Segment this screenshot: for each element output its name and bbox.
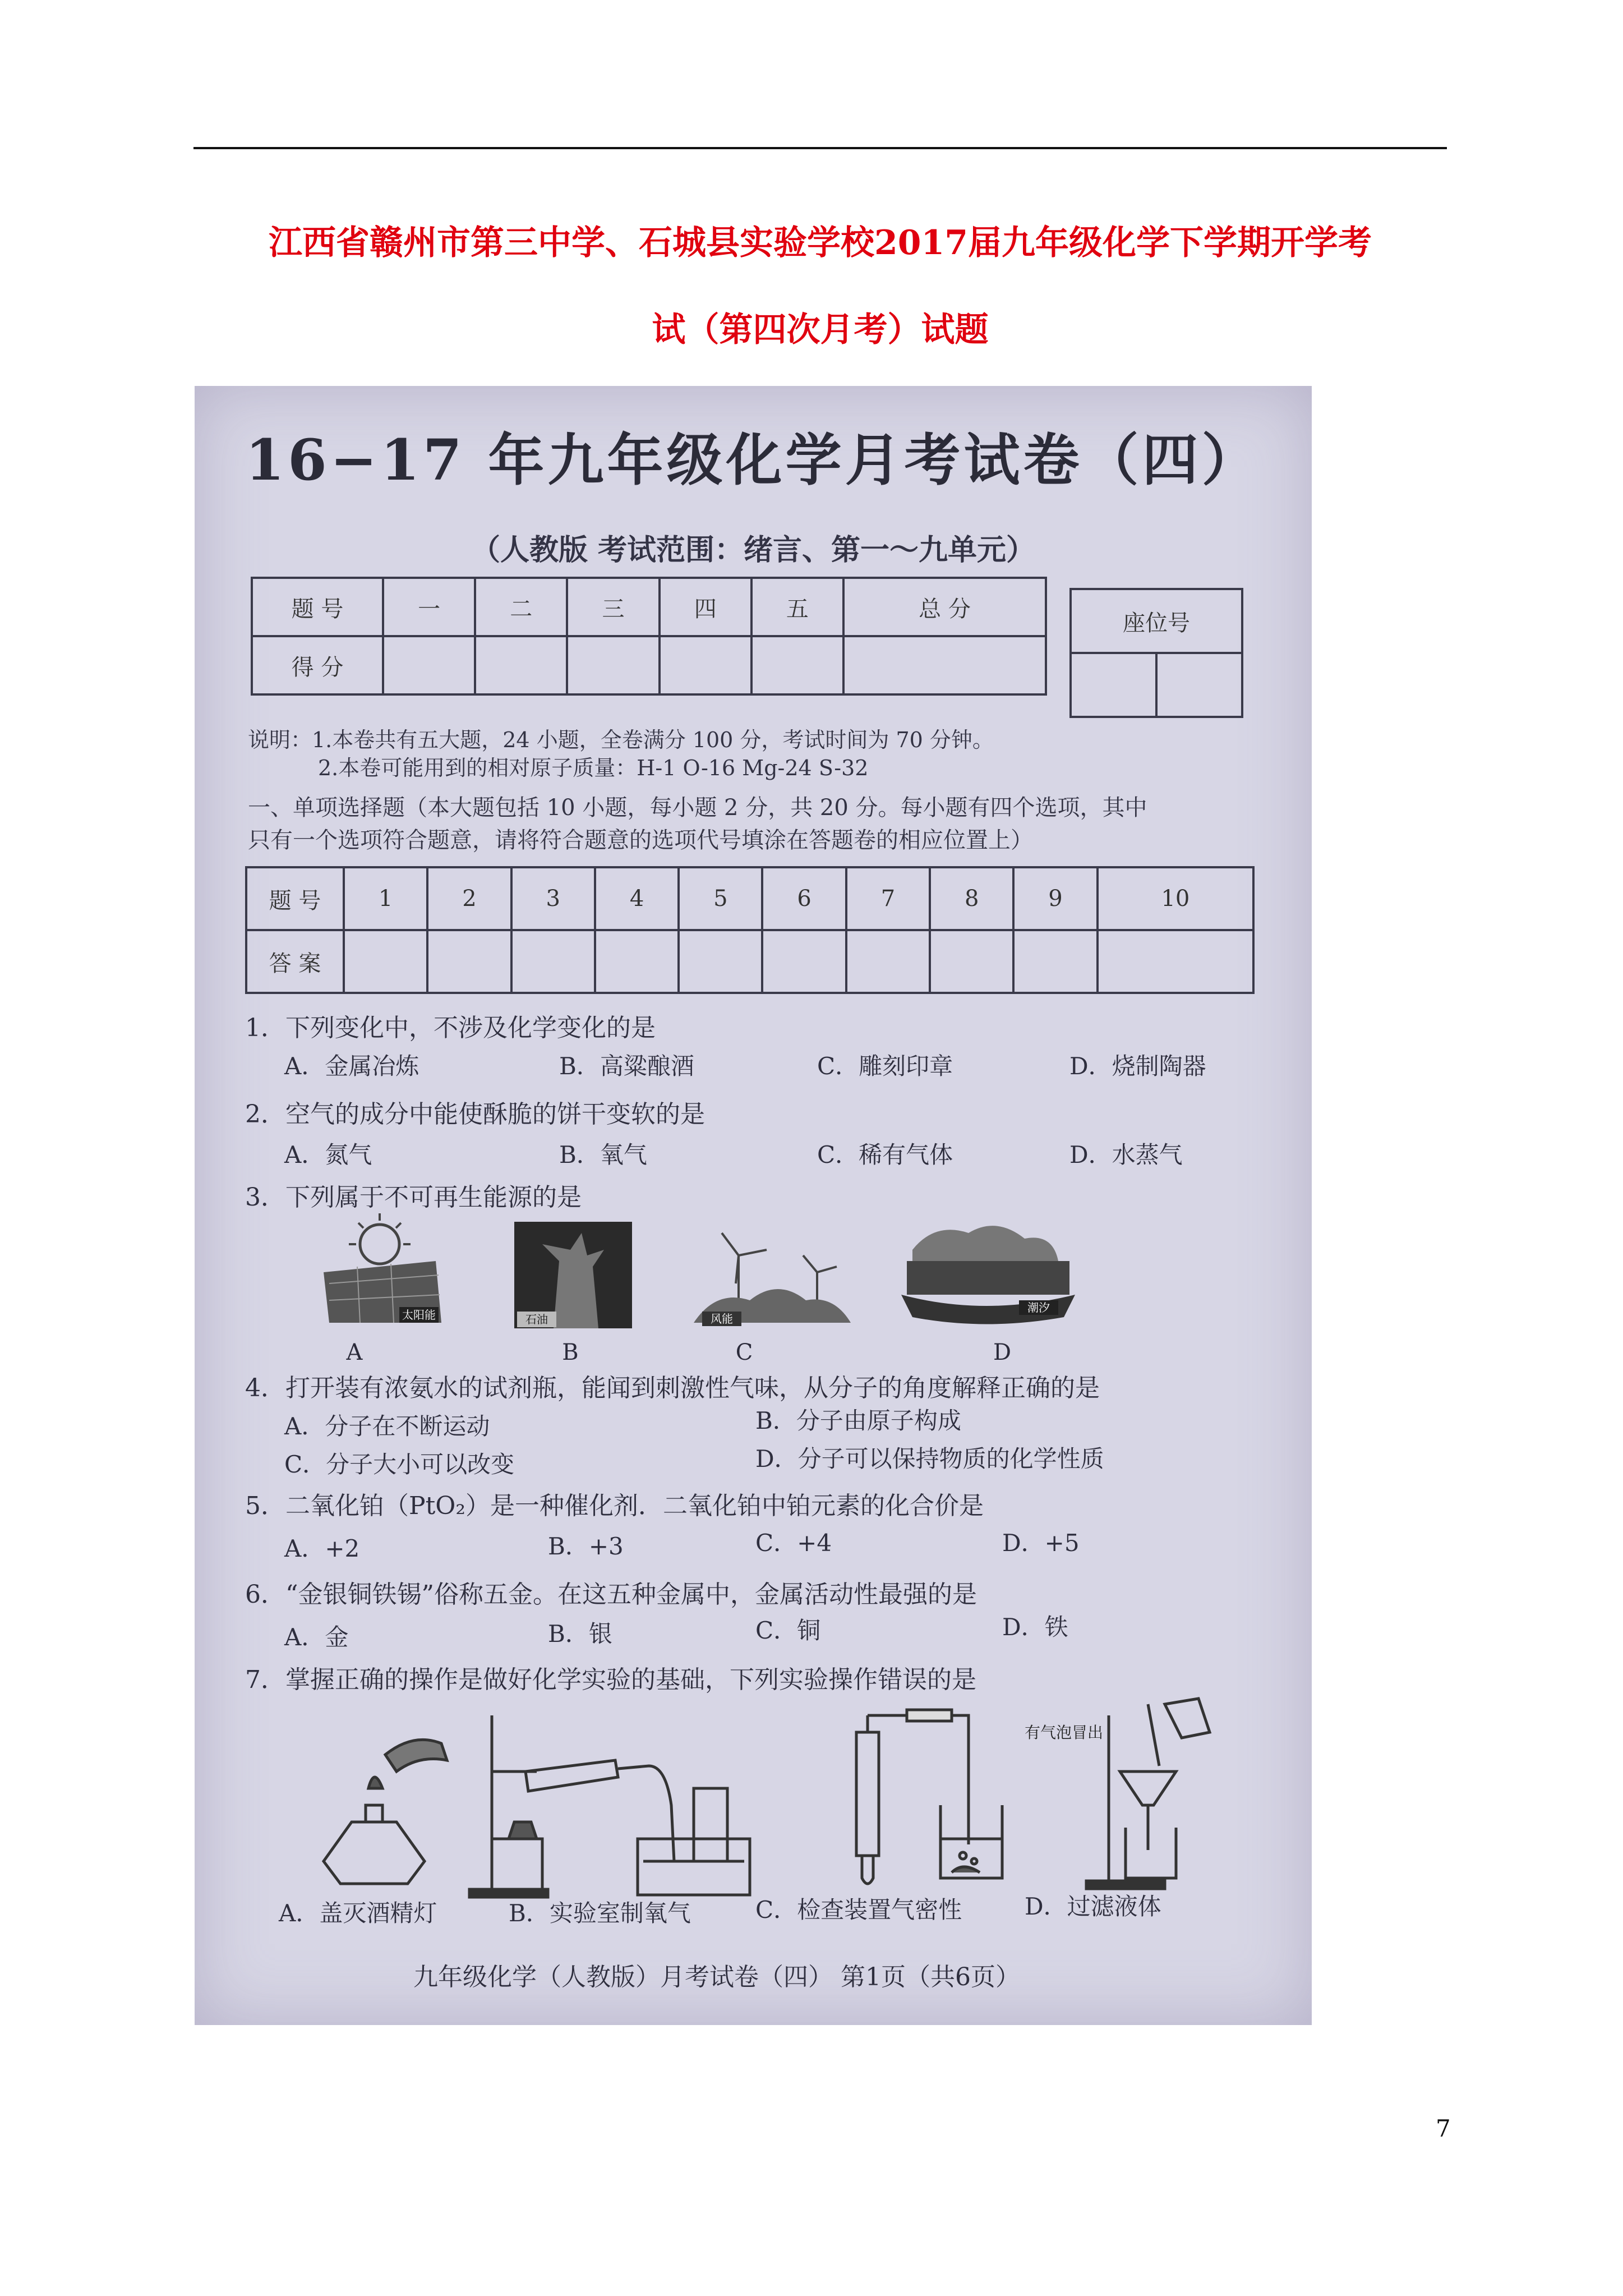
seat-cell (1071, 653, 1156, 717)
oil-label: 石油 (525, 1313, 548, 1326)
seat-number-table (1069, 588, 1243, 718)
airtightness-check-image (856, 1710, 1002, 1884)
document-title-line1: 江西省赣州市第三中学、石城县实验学校2017届九年级化学下学期开学考 (269, 223, 1372, 263)
score-cell (383, 636, 475, 694)
scanned-exam-photo (195, 386, 1312, 2025)
answer-col-1: 1 (344, 867, 427, 930)
exam-subtitle: （人教版 考试范围：绪言、第一～九单元） (471, 533, 1036, 567)
question-3-option-b: B (562, 1340, 579, 1365)
answer-cell (595, 930, 679, 993)
answer-col-8: 8 (930, 867, 1013, 930)
answer-col-7: 7 (846, 867, 930, 930)
score-col-3: 三 (567, 578, 659, 636)
question-7-images (301, 1693, 1288, 1917)
wind-energy-image (694, 1233, 851, 1326)
oxygen-preparation-image (469, 1715, 750, 1897)
question-4-option-c: C．分子大小可以改变 (284, 1451, 515, 1478)
question-5-option-d: D．+5 (1002, 1529, 1080, 1557)
tidal-label: 潮汐 (1027, 1301, 1050, 1314)
score-col-2: 二 (475, 578, 567, 636)
answer-col-10: 10 (1098, 867, 1253, 930)
question-4-stem: 4．打开装有浓氨水的试剂瓶，能闻到刺激性气味，从分子的角度解释正确的是 (245, 1374, 1100, 1402)
question-7-option-d: D．过滤液体 (1025, 1893, 1161, 1920)
question-7-option-c: C．检查装置气密性 (755, 1896, 962, 1924)
score-col-4: 四 (660, 578, 751, 636)
question-6-option-b: B．银 (548, 1620, 612, 1648)
question-5-option-a: A．+2 (284, 1535, 360, 1562)
question-6-option-c: C．铜 (755, 1617, 821, 1644)
header-rule (193, 147, 1447, 149)
answer-cell (930, 930, 1013, 993)
question-7-option-b: B．实验室制氧气 (509, 1899, 691, 1927)
question-7-option-a: A．盖灭酒精灯 (279, 1899, 437, 1927)
answer-cell (846, 930, 930, 993)
question-6-stem: 6．“金银铜铁锡”俗称五金。在这五种金属中，金属活动性最强的是 (245, 1580, 977, 1609)
section1-heading-line2: 只有一个选项符合题意，请将符合题意的选项代号填涂在答题卷的相应位置上） (248, 827, 1033, 853)
answer-table (245, 866, 1255, 994)
score-col-total: 总 分 (843, 578, 1046, 636)
oil-image (514, 1222, 632, 1328)
question-2-stem: 2．空气的成分中能使酥脆的饼干变软的是 (245, 1100, 705, 1129)
question-5-stem: 5．二氧化铂（PtO₂）是一种催化剂．二氧化铂中铂元素的化合价是 (245, 1492, 984, 1520)
answer-col-3: 3 (511, 867, 595, 930)
question-2-option-a: A．氮气 (284, 1141, 372, 1168)
question-1-option-d: D．烧制陶器 (1069, 1052, 1206, 1080)
answer-col-5: 5 (679, 867, 762, 930)
score-cell (475, 636, 567, 694)
section1-heading-line1: 一、单项选择题（本大题包括 10 小题，每小题 2 分，共 20 分。每小题有四个选项，其中 (248, 795, 1147, 821)
answer-cell (511, 930, 595, 993)
question-2-option-c: C．稀有气体 (817, 1141, 953, 1168)
question-5-option-b: B．+3 (548, 1533, 624, 1560)
score-col-1: 一 (383, 578, 475, 636)
exam-title: 16−17 年九年级化学月考试卷（四） (245, 427, 1261, 493)
solar-energy-image (324, 1213, 441, 1323)
answer-cell (344, 930, 427, 993)
question-5-option-c: C．+4 (755, 1529, 832, 1557)
answer-cell (679, 930, 762, 993)
answer-col-4: 4 (595, 867, 679, 930)
question-3-option-a: A (346, 1340, 363, 1365)
answer-col-2: 2 (427, 867, 511, 930)
score-cell (567, 636, 659, 694)
question-3-images (290, 1211, 1243, 1340)
question-6-option-a: A．金 (284, 1623, 349, 1651)
answer-row-header-2: 答 案 (246, 930, 344, 993)
score-table (251, 577, 1047, 696)
score-row-header-2: 得 分 (252, 636, 383, 694)
tidal-energy-image (901, 1226, 1075, 1324)
score-cell (843, 636, 1046, 694)
score-cell (660, 636, 751, 694)
score-col-5: 五 (751, 578, 843, 636)
document-title-line2: 试（第四次月考）试题 (652, 310, 989, 349)
question-1-option-a: A．金属冶炼 (284, 1052, 419, 1080)
question-3-stem: 3．下列属于不可再生能源的是 (245, 1183, 582, 1212)
question-3-option-d: D (993, 1340, 1012, 1365)
question-4-option-b: B．分子由原子构成 (755, 1407, 961, 1434)
question-2-option-b: B．氧气 (559, 1141, 647, 1168)
page-number: 7 (1436, 2115, 1451, 2142)
question-4-option-d: D．分子可以保持物质的化学性质 (755, 1445, 1104, 1473)
alcohol-lamp-image (324, 1740, 447, 1884)
question-1-stem: 1．下列变化中，不涉及化学变化的是 (245, 1014, 656, 1042)
answer-col-9: 9 (1013, 867, 1097, 930)
score-cell (751, 636, 843, 694)
answer-cell (427, 930, 511, 993)
filtration-image (1086, 1699, 1210, 1889)
seat-number-label: 座位号 (1071, 589, 1242, 653)
seat-cell (1156, 653, 1242, 717)
question-7-stem: 7．掌握正确的操作是做好化学实验的基础，下列实验操作错误的是 (245, 1665, 976, 1694)
answer-cell (1013, 930, 1097, 993)
question-4-option-a: A．分子在不断运动 (284, 1412, 490, 1440)
answer-cell (1098, 930, 1253, 993)
question-3-option-c: C (735, 1340, 753, 1365)
solar-label: 太阳能 (402, 1308, 436, 1322)
question-1-option-c: C．雕刻印章 (817, 1052, 953, 1080)
instructions-line1: 说明：1.本卷共有五大题，24 小题，全卷满分 100 分，考试时间为 70 分钟。 (248, 728, 994, 752)
wind-label: 风能 (711, 1312, 733, 1326)
question-6-option-d: D．铁 (1002, 1613, 1068, 1641)
answer-cell (762, 930, 846, 993)
question-1-option-b: B．高粱酿酒 (559, 1052, 694, 1080)
instructions-line2: 2.本卷可能用到的相对原子质量：H-1 O-16 Mg-24 S-32 (318, 756, 869, 780)
score-row-header-1: 题 号 (252, 578, 383, 636)
exam-page-footer: 九年级化学（人教版）月考试卷（四） 第1页（共6页） (413, 1963, 1020, 1991)
answer-row-header-1: 题 号 (246, 867, 344, 930)
question-2-option-d: D．水蒸气 (1069, 1141, 1183, 1168)
bubbles-label: 有气泡冒出 (1025, 1723, 1104, 1742)
answer-col-6: 6 (762, 867, 846, 930)
